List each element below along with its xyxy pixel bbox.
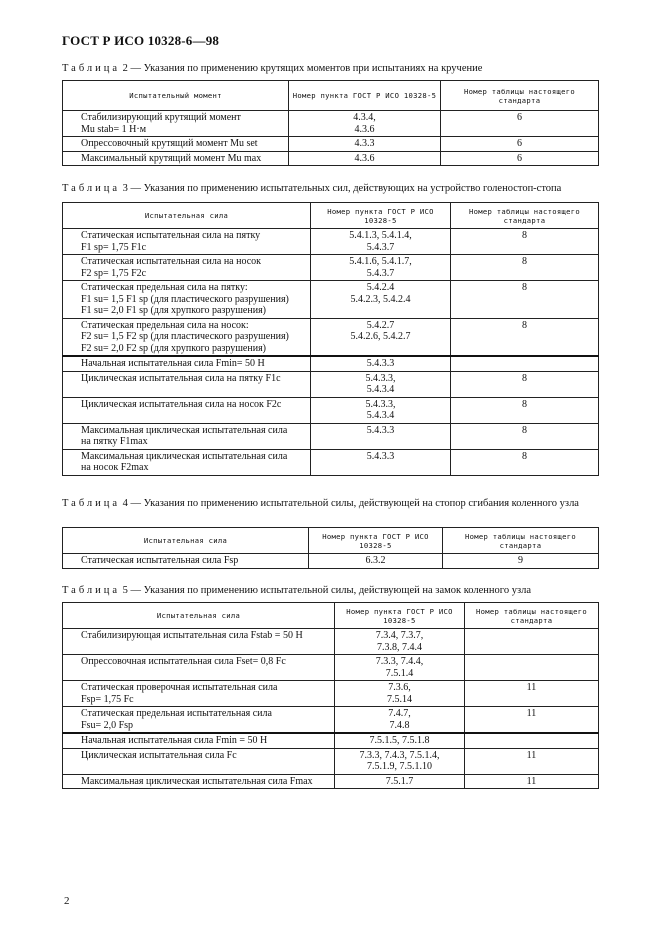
cell-name-line: Максимальная циклическая испытательная сила Fmax xyxy=(81,775,313,787)
cell-name xyxy=(63,733,335,748)
cell-name xyxy=(63,318,311,356)
table-row xyxy=(63,655,599,681)
cell-table-number: 6 xyxy=(441,111,599,137)
column-header: Испытательная сила xyxy=(63,203,311,229)
cell-name xyxy=(63,554,309,569)
cell-clause-line: 5.4.2.3, 5.4.2.4 xyxy=(350,293,411,305)
column-header: Номер таблицы настоящего стандарта xyxy=(451,203,599,229)
cell-clause xyxy=(335,707,465,734)
table-row xyxy=(63,229,599,255)
cell-table-number: 8 xyxy=(451,449,599,475)
cell-table-number: 11 xyxy=(465,748,599,774)
cell-table-number: 6 xyxy=(441,151,599,166)
table-2-caption xyxy=(62,62,598,75)
cell-clause-line: 4.3.3 xyxy=(354,138,375,149)
cell-clause-line: 7.3.3, 7.4.4, xyxy=(375,656,424,667)
cell-name xyxy=(63,449,311,475)
table-row xyxy=(63,397,599,423)
cell-name xyxy=(63,774,335,789)
cell-name-line: F2 su= 1,5 F2 sp (для пластического разрушения) xyxy=(81,331,289,342)
cell-clause-line: 5.4.3.3 xyxy=(366,358,395,369)
table-label: Таблица xyxy=(62,183,121,194)
cell-table-number: 9 xyxy=(443,554,599,569)
cell-clause-line: 7.5.1.5, 7.5.1.8 xyxy=(369,735,430,746)
cell-clause-line: 7.5.1.7 xyxy=(385,775,414,787)
cell-table-number: 8 xyxy=(451,281,599,319)
table-5-caption xyxy=(62,584,598,597)
cell-name-line: Начальная испытательная сила Fmin = 50 Н xyxy=(81,735,268,746)
cell-clause xyxy=(311,423,451,449)
cell-clause-line: 5.4.2.6, 5.4.2.7 xyxy=(350,331,411,342)
cell-clause-line: 4.3.6 xyxy=(354,123,375,135)
table-row xyxy=(63,423,599,449)
cell-name-line: Опрессовочный крутящий момент Mu set xyxy=(81,138,258,149)
cell-name-line: Fsp= 1,75 Fc xyxy=(81,693,134,705)
table-row xyxy=(63,318,599,356)
table-title: — Указания по применению испытательной силы, действующей на замок коленного узла xyxy=(130,585,532,596)
table-title: — Указания по применению крутящих моментов при испытаниях на кручение xyxy=(130,63,483,74)
cell-table-number: 8 xyxy=(451,423,599,449)
column-header: Номер таблицы настоящего стандарта xyxy=(465,603,599,629)
cell-name-line: Статическая предельная сила на пятку: xyxy=(81,282,248,293)
table-row xyxy=(63,281,599,319)
table-row xyxy=(63,449,599,475)
cell-name-line: Максимальная циклическая испытательная сила xyxy=(81,424,288,436)
column-header: Номер пункта ГОСТ Р ИСО 10328-5 xyxy=(311,203,451,229)
cell-clause xyxy=(335,774,465,789)
cell-name-line: Статическая предельная сила на носок: xyxy=(81,319,249,331)
cell-clause-line: 5.4.1.3, 5.4.1.4, xyxy=(349,230,412,241)
cell-name-line: Стабилизирующий крутящий момент xyxy=(81,112,241,123)
table-row xyxy=(63,629,599,655)
cell-name-line: Циклическая испытательная сила Fc xyxy=(81,749,237,761)
cell-name xyxy=(63,371,311,397)
cell-name xyxy=(63,655,335,681)
table-row xyxy=(63,371,599,397)
cell-clause-line: 5.4.1.6, 5.4.1.7, xyxy=(349,256,412,267)
cell-clause xyxy=(311,371,451,397)
cell-clause-line: 7.3.3, 7.4.3, 7.5.1.4, xyxy=(359,749,440,761)
table-row xyxy=(63,137,599,152)
cell-name xyxy=(63,707,335,734)
cell-clause xyxy=(311,356,451,371)
cell-name xyxy=(63,356,311,371)
cell-clause-line: 5.4.3.7 xyxy=(366,241,395,253)
cell-table-number: 11 xyxy=(465,774,599,789)
cell-clause-line: 5.4.3.3 xyxy=(366,424,395,436)
cell-clause xyxy=(335,629,465,655)
cell-clause-line: 5.4.3.3, xyxy=(365,398,396,410)
cell-name-line: Статическая проверочная испытательная сила xyxy=(81,682,278,693)
table-row xyxy=(63,681,599,707)
cell-table-number: 6 xyxy=(441,137,599,152)
cell-name-line: F1 sp= 1,75 F1c xyxy=(81,241,147,253)
table-row xyxy=(63,774,599,789)
cell-name-line: Статическая предельная испытательная сила xyxy=(81,708,272,719)
cell-name xyxy=(63,281,311,319)
cell-clause xyxy=(289,111,441,137)
document-header: ГОСТ Р ИСО 10328-6—98 xyxy=(62,33,220,48)
cell-table-number xyxy=(465,733,599,748)
cell-clause-line: 6.3.2 xyxy=(365,555,386,566)
cell-clause xyxy=(311,281,451,319)
cell-clause-line: 7.3.8, 7.4.4 xyxy=(377,641,422,653)
cell-name-line: Статическая испытательная сила на пятку xyxy=(81,230,261,241)
cell-name-line: Стабилизирующая испытательная сила Fstab = 50 Н xyxy=(81,630,303,641)
cell-clause xyxy=(335,733,465,748)
column-header: Испытательная сила xyxy=(63,528,309,554)
cell-clause xyxy=(335,681,465,707)
cell-clause-line: 7.4.7, xyxy=(388,708,411,719)
column-header: Номер таблицы настоящего стандарта xyxy=(443,528,599,554)
cell-name-line: Статическая испытательная сила Fsp xyxy=(81,555,239,566)
cell-table-number: 8 xyxy=(451,255,599,281)
cell-name-line: Циклическая испытательная сила на носок F2c xyxy=(81,398,282,410)
cell-clause-line: 4.3.4, xyxy=(353,112,376,123)
cell-clause xyxy=(335,748,465,774)
table-2 xyxy=(62,80,599,166)
table-number: 5 xyxy=(122,585,128,596)
table-row xyxy=(63,111,599,137)
cell-clause-line: 7.4.8 xyxy=(389,719,410,731)
table-number: 2 xyxy=(122,63,128,74)
table-row xyxy=(63,255,599,281)
cell-name xyxy=(63,748,335,774)
cell-name xyxy=(63,629,335,655)
cell-name xyxy=(63,229,311,255)
cell-clause xyxy=(311,255,451,281)
cell-table-number xyxy=(465,655,599,681)
cell-name-line: Максимальный крутящий момент Mu max xyxy=(81,152,262,164)
cell-clause-line: 7.3.4, 7.3.7, xyxy=(375,630,424,641)
cell-name xyxy=(63,681,335,707)
table-row xyxy=(63,356,599,371)
cell-name xyxy=(63,111,289,137)
table-row xyxy=(63,151,599,166)
cell-name-line: F1 su= 2,0 F1 sp (для хрупкого разрушения) xyxy=(81,305,267,316)
cell-name-line: Начальная испытательная сила Fmin= 50 Н xyxy=(81,358,265,369)
cell-name-line: на носок F2max xyxy=(81,462,149,473)
cell-table-number: 8 xyxy=(451,229,599,255)
cell-name-line: Опрессовочная испытательная сила Fset= 0,8 Fc xyxy=(81,656,286,667)
cell-clause xyxy=(335,655,465,681)
table-4-caption xyxy=(62,497,598,510)
cell-name-line: Mu stab= 1 Н·м xyxy=(81,123,147,135)
cell-name-line: Статическая испытательная сила на носок xyxy=(81,256,262,267)
cell-clause-line: 4.3.6 xyxy=(354,152,375,164)
cell-clause-line: 5.4.2.4 xyxy=(366,282,395,293)
cell-clause-line: 5.4.3.4 xyxy=(366,410,395,421)
column-header: Номер пункта ГОСТ Р ИСО 10328-5 xyxy=(289,81,441,111)
table-number: 3 xyxy=(122,183,128,194)
cell-clause xyxy=(311,229,451,255)
cell-clause xyxy=(309,554,443,569)
cell-clause xyxy=(311,397,451,423)
cell-name-line: F2 su= 2,0 F2 sp (для хрупкого разрушения) xyxy=(81,342,267,354)
table-label: Таблица xyxy=(62,63,121,74)
cell-name-line: Максимальная циклическая испытательная сила xyxy=(81,450,288,462)
table-title: — Указания по применению испытательной силы, действующей на стопор сгибания коленного узла xyxy=(130,498,579,509)
table-3 xyxy=(62,202,599,476)
column-header: Испытательная сила xyxy=(63,603,335,629)
cell-table-number: 8 xyxy=(451,397,599,423)
cell-name xyxy=(63,255,311,281)
cell-name-line: Fsu= 2,0 Fsp xyxy=(81,719,134,731)
table-row xyxy=(63,707,599,734)
table-row xyxy=(63,748,599,774)
cell-name-line: F1 su= 1,5 F1 sp (для пластического разрушения) xyxy=(81,293,289,305)
cell-clause-line: 5.4.3.3 xyxy=(366,450,395,462)
column-header: Номер таблицы настоящего стандарта xyxy=(441,81,599,111)
cell-table-number: 11 xyxy=(465,707,599,734)
cell-clause-line: 7.5.1.4 xyxy=(385,667,414,679)
table-label: Таблица xyxy=(62,498,121,509)
cell-clause-line: 5.4.3.7 xyxy=(366,267,395,279)
column-header: Испытательный момент xyxy=(63,81,289,111)
cell-clause-line: 7.3.6, xyxy=(388,682,411,693)
cell-clause xyxy=(311,318,451,356)
cell-table-number xyxy=(465,629,599,655)
cell-table-number: 8 xyxy=(451,371,599,397)
table-row xyxy=(63,554,599,569)
cell-clause-line: 5.4.3.4 xyxy=(366,384,395,395)
table-title: — Указания по применению испытательных сил, действующих на устройство голеностоп-стопа xyxy=(130,183,562,194)
column-header: Номер пункта ГОСТ Р ИСО 10328-5 xyxy=(309,528,443,554)
cell-name xyxy=(63,423,311,449)
cell-clause-line: 7.5.1.9, 7.5.1.10 xyxy=(367,761,432,772)
cell-name-line: на пятку F1max xyxy=(81,436,148,447)
cell-clause-line: 5.4.2.7 xyxy=(366,319,395,331)
cell-name xyxy=(63,151,289,166)
table-4 xyxy=(62,527,599,569)
cell-name-line: F2 sp= 1,75 F2c xyxy=(81,267,147,279)
cell-name-line: Циклическая испытательная сила на пятку F1c xyxy=(81,372,281,384)
cell-table-number: 11 xyxy=(465,681,599,707)
cell-table-number xyxy=(451,356,599,371)
cell-clause-line: 5.4.3.3, xyxy=(365,372,396,384)
table-3-caption xyxy=(62,182,598,195)
cell-name xyxy=(63,137,289,152)
table-row xyxy=(63,733,599,748)
cell-name xyxy=(63,397,311,423)
cell-clause xyxy=(311,449,451,475)
table-number: 4 xyxy=(122,498,128,509)
table-label: Таблица xyxy=(62,585,121,596)
cell-clause xyxy=(289,137,441,152)
cell-table-number: 8 xyxy=(451,318,599,356)
table-5 xyxy=(62,602,599,789)
cell-clause xyxy=(289,151,441,166)
page-number: 2 xyxy=(64,895,70,907)
column-header: Номер пункта ГОСТ Р ИСО 10328-5 xyxy=(335,603,465,629)
cell-clause-line: 7.5.14 xyxy=(387,693,412,705)
